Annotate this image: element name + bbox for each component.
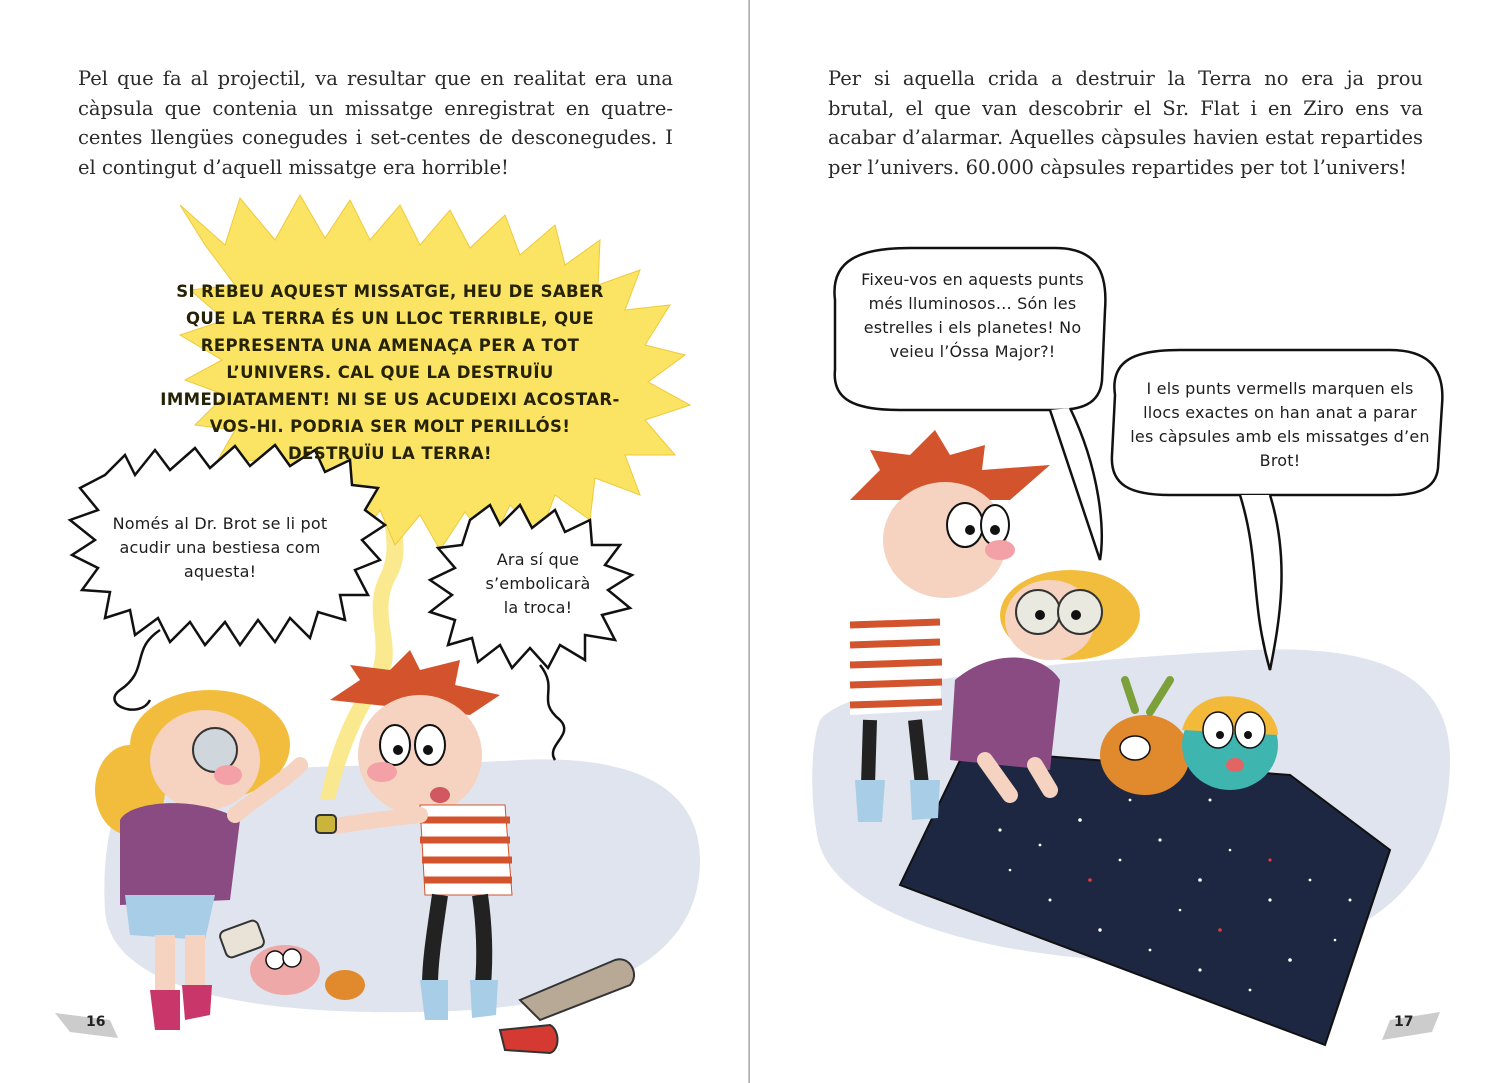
girl-bubble-tail: [114, 630, 160, 710]
boy-bubble-tail: [540, 665, 564, 760]
bubble-left-text: Fixeu-vos en aquests punts més lluminosos… Són les estrelles i els planetes! No veieu l’Óssa Major?!: [861, 270, 1084, 361]
left-paragraph: Pel que fa al projectil, va resultar que en realitat era una càpsula que contenia un missatge enregistrat en quatre-centes llengües conegudes i set-centes de desconegudes. I el contingut d’aquell missatge era horrible!: [78, 67, 673, 179]
boy-speech-text: Ara sí que s’embolicarà la troca!: [485, 550, 591, 617]
bubble-right-tail: [1240, 495, 1282, 670]
right-page-number: 17: [1394, 1014, 1414, 1030]
girl-speech-text: Només al Dr. Brot se li pot acudir una bestiesa com aquesta!: [112, 514, 328, 581]
capsule-in-hand: [316, 815, 336, 833]
right-paragraph: Per si aquella crida a destruir la Terra no era ja prou brutal, el que van descobrir el Sr. Flat i en Ziro ens va acabar d’alarmar. Aquelles càpsules havien estat repartides per l’univers. 60.000 càpsules repartides per tot l’univers!: [828, 67, 1423, 179]
bubble-right-text: I els punts vermells marquen els llocs exactes on han anat a parar les càpsules amb els missatges d’en Brot!: [1130, 379, 1430, 470]
message-burst-text: SI REBEU AQUEST MISSATGE, HEU DE SABER QUE LA TERRA ÉS UN LLOC TERRIBLE, QUE REPRESENTA UNA AMENAÇA PER A TOT L’UNIVERS. CAL QUE LA DESTRUÏU IMMEDIATAMENT! NI SE US ACUDEIXI ACOSTAR-VOS-HI. PODRIA SER MOLT PERILLÓS! DESTRUÏU LA TERRA!: [160, 282, 620, 463]
bubble-left-tail: [1050, 408, 1102, 560]
teal-creature: [1182, 696, 1278, 790]
left-page-number: 16: [86, 1014, 106, 1030]
right-page: [750, 0, 1500, 1083]
right-illustration: [750, 0, 1500, 1083]
